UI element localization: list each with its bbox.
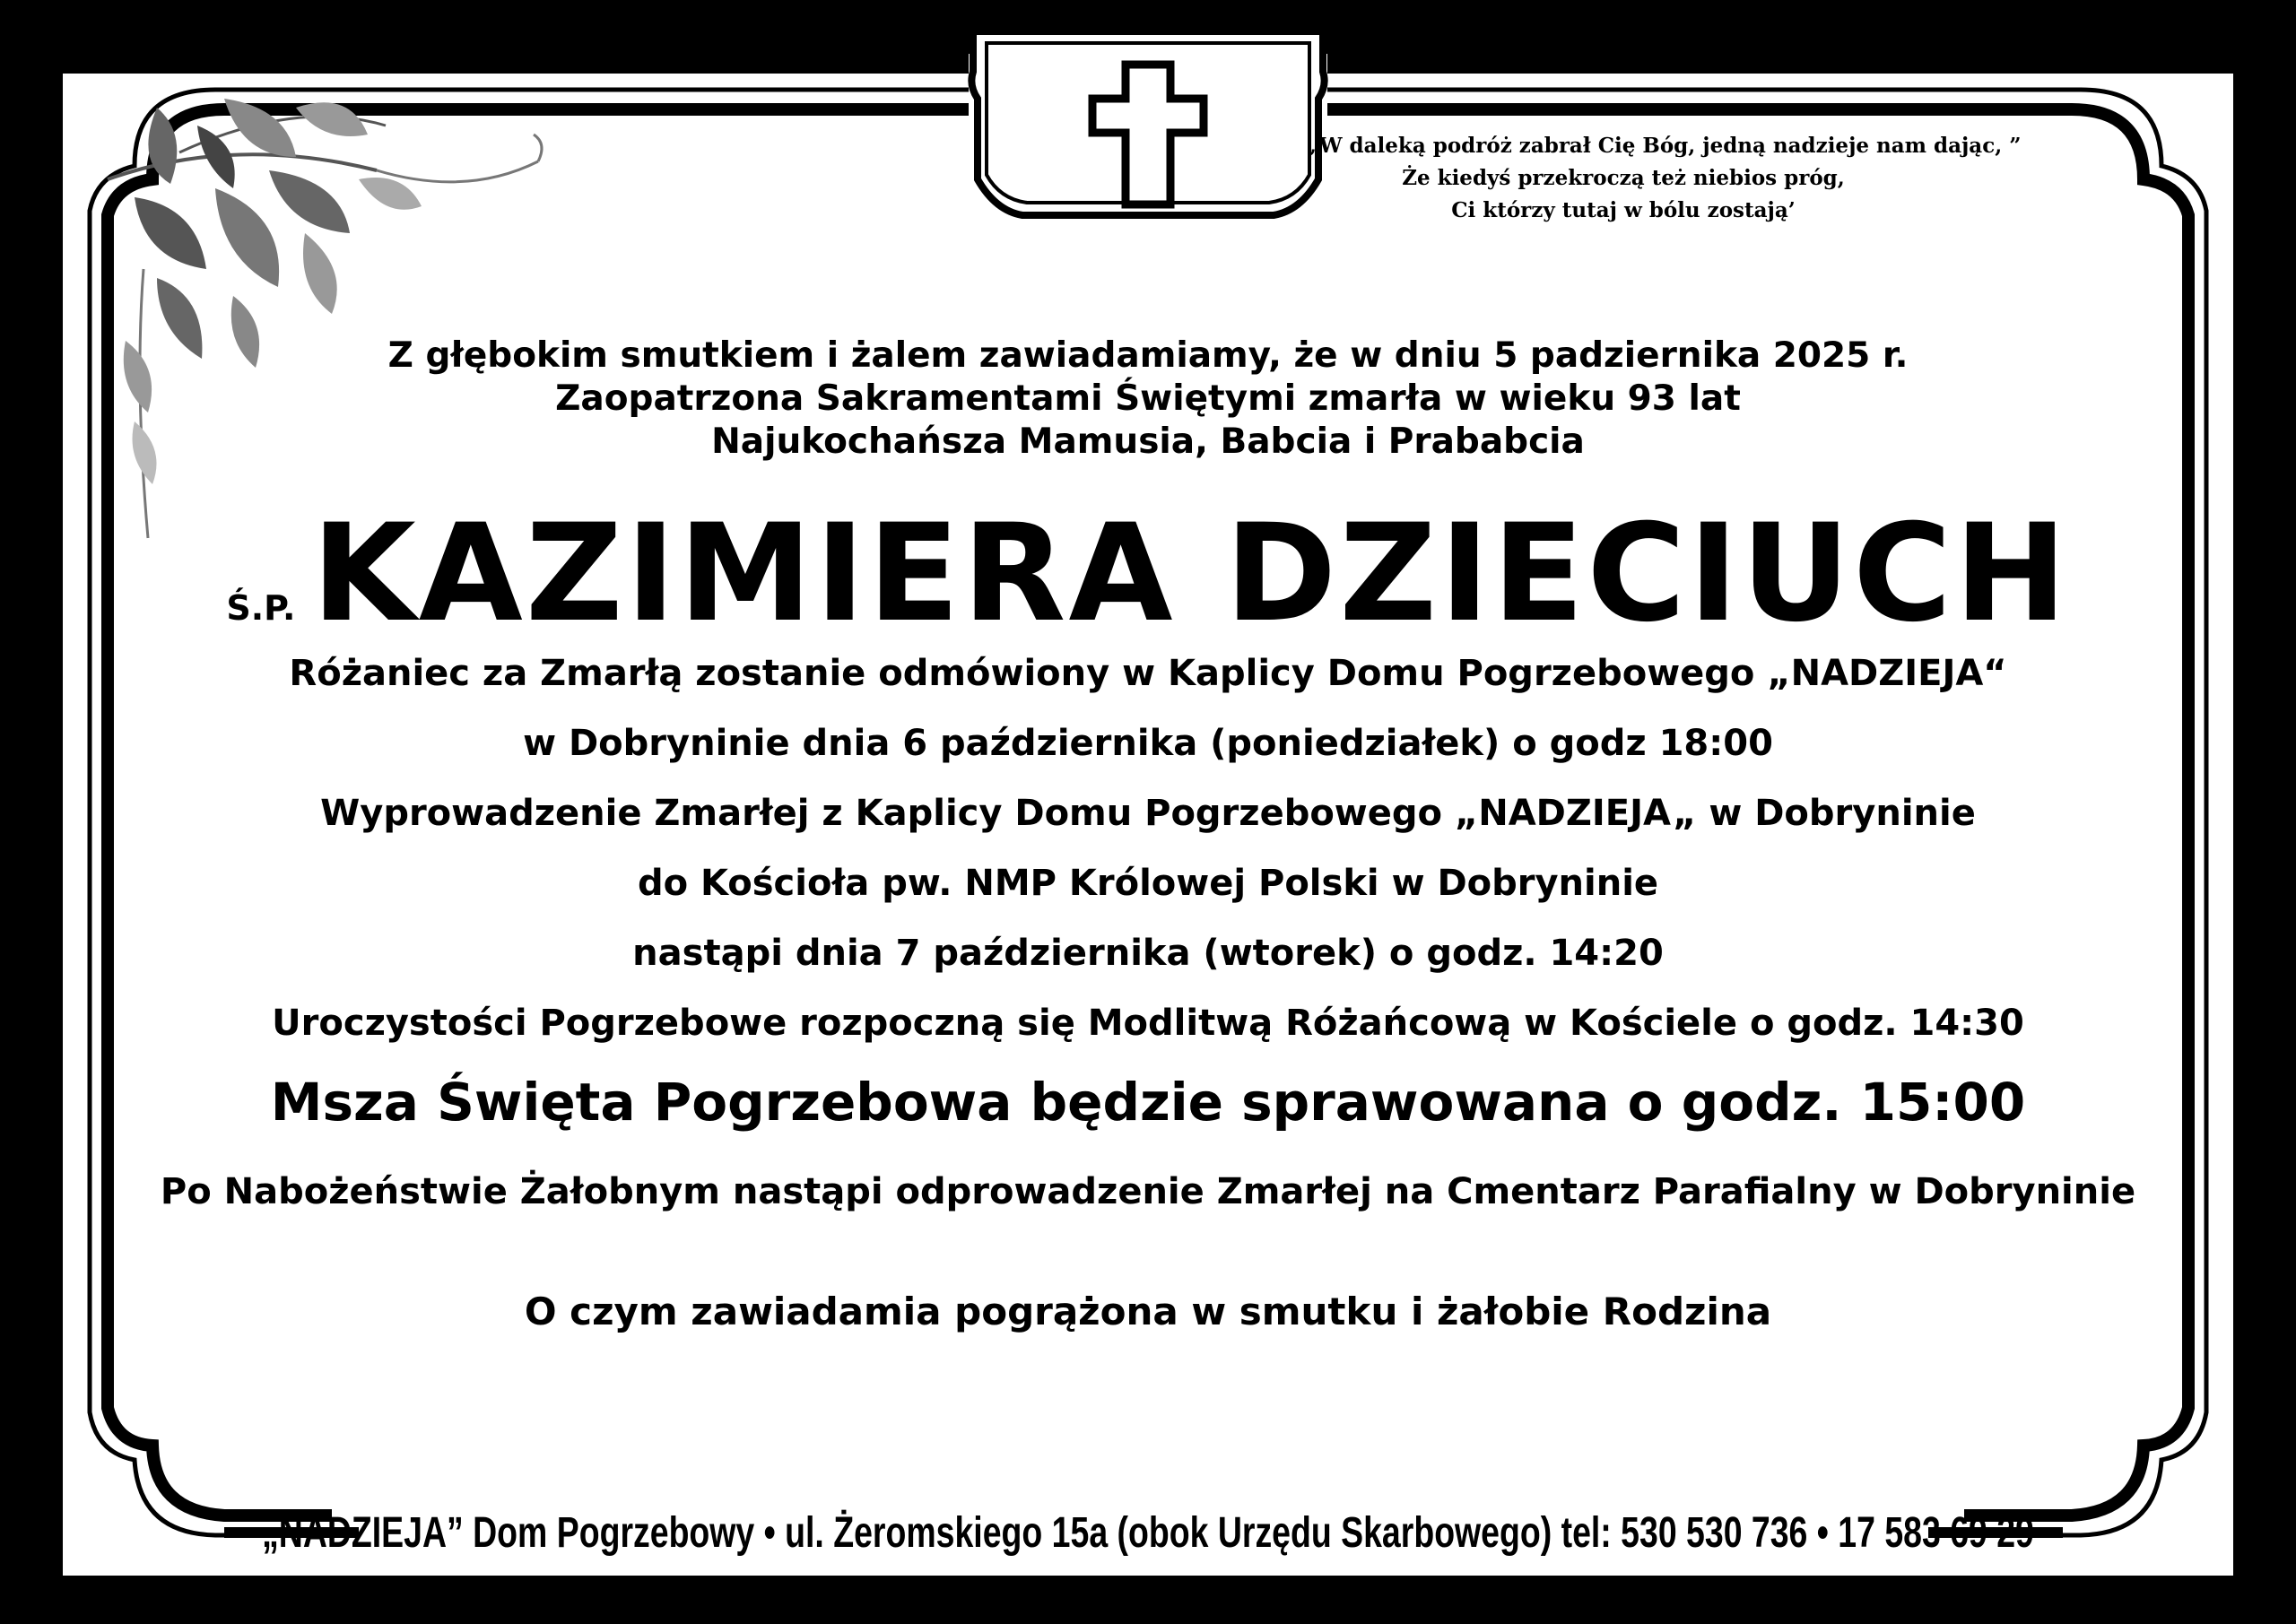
funeral-home-footer: „NADZIEJA” Dom Pogrzebowy • ul. Żeromskiego 15a (obok Urzędu Skarbowego) tel: 530 530 736 • 17 583 69 29 [262, 1509, 2034, 1557]
poem-line: „W daleką podróż zabrał Cię Bóg, jedną nadzieje nam dając, ” [1309, 134, 2022, 158]
detail-line: Uroczystości Pogrzebowe rozpoczną się Modlitwą Różańcową w Kościele o godz. 14:30 [272, 1003, 2024, 1044]
detail-line: Wyprowadzenie Zmarłej z Kaplicy Domu Pogrzebowego „NADZIEJA„ w Dobryninie [320, 793, 1976, 834]
intro-line: Zaopatrzona Sakramentami Świętymi zmarła w wieku 93 lat [555, 378, 1741, 419]
detail-line: nastąpi dnia 7 października (wtorek) o godz. 14:20 [632, 933, 1664, 974]
family-line: O czym zawiadamia pogrążona w smutku i żałobie Rodzina [524, 1290, 1772, 1333]
poem-line: Ci którzy tutaj w bólu zostają’ [1451, 198, 1796, 222]
deceased-name: KAZIMIERA DZIECIUCH [311, 496, 2070, 652]
detail-line: w Dobryninie dnia 6 października (poniedziałek) o godz 18:00 [523, 723, 1773, 764]
detail-line: Różaniec za Zmarłą zostanie odmówiony w Kaplicy Domu Pogrzebowego „NADZIEJA“ [289, 653, 2007, 694]
deceased-prefix: Ś.P. [226, 588, 296, 628]
detail-line: do Kościoła pw. NMP Królowej Polski w Dobryninie [637, 863, 1659, 904]
leaf-ornament-icon [108, 99, 542, 538]
intro-line: Z głębokim smutkiem i żalem zawiadamiamy, że w dniu 5 padziernika 2025 r. [387, 335, 1909, 376]
intro-line: Najukochańsza Mamusia, Babcia i Prababcia [711, 421, 1585, 462]
poem-line: Że kiedyś przekroczą też niebios próg, [1402, 166, 1845, 190]
mass-line: Msza Święta Pogrzebowa będzie sprawowana o godz. 15:00 [270, 1072, 2026, 1133]
detail-line: Po Nabożeństwie Żałobnym nastąpi odprowadzenie Zmarłej na Cmentarz Parafialny w Dobryninie [160, 1171, 2136, 1212]
deceased-name-row [0, 493, 2296, 655]
